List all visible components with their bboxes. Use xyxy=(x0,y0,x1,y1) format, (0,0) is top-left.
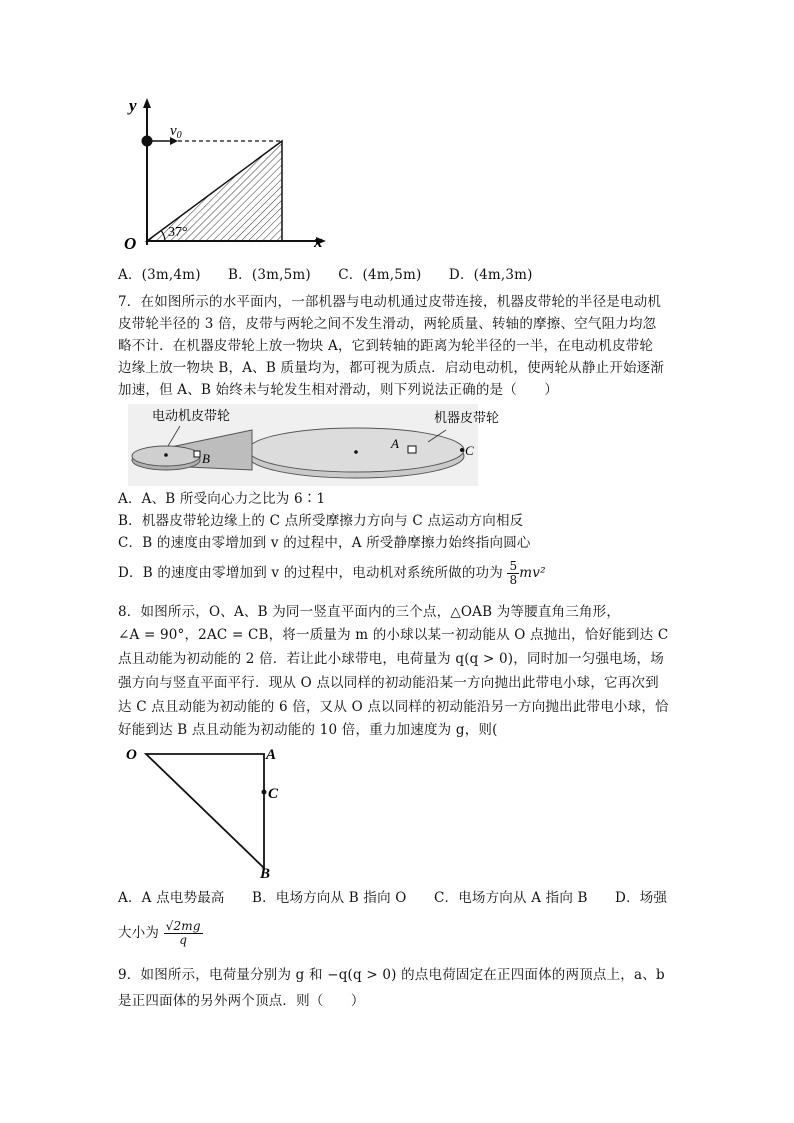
label-a: A xyxy=(266,747,277,763)
q7-option-d xyxy=(118,556,546,590)
q9-line-2: 是正四面体的另外两个顶点．则（ ） xyxy=(118,993,365,1009)
y-axis-label: y xyxy=(129,96,137,115)
fraction-denominator: 8 xyxy=(509,573,518,587)
q7-line-4: 边缘上放一物块 B，A、B 质量均为，都可视为质点．启动电动机，使两轮从静止开始逐渐 xyxy=(118,360,665,376)
q8-option-d-cont xyxy=(118,914,203,952)
q7-option-b: B．机器皮带轮边缘上的 C 点所受摩擦力方向与 C 点运动方向相反 xyxy=(118,513,524,529)
q8-line-4: 强方向与竖直平面平行．现从 O 点以同样的初动能沿某一方向抛出此带电小球，它再次到 xyxy=(118,675,659,691)
point-c-dot xyxy=(262,790,267,795)
machine-pulley-top xyxy=(248,428,464,472)
motor-pulley-label: 电动机皮带轮 xyxy=(152,408,231,423)
fraction-numerator: √2mg xyxy=(165,919,201,933)
q8-line-5: 达 C 点且动能为初动能的 6 倍，又从 O 点以同样的初动能沿另一方向抛出此带电小球，恰 xyxy=(118,699,669,715)
q8-line-3: 点且动能为初动能的 2 倍．若让此小球带电，电荷量为 q(q > 0)，同时加一匀强电场，场 xyxy=(118,651,664,667)
label-o: O xyxy=(126,747,137,763)
fraction xyxy=(164,920,203,947)
fraction-denominator: q xyxy=(179,933,188,947)
velocity-label: $v_0$ xyxy=(170,123,182,141)
angle-label: 37° xyxy=(168,225,188,240)
q7-line-3: 略不计．在机器皮带轮上放一物块 A，它到转轴的距离为轮半径的一半，在电动机皮带轮 xyxy=(118,338,654,354)
q7-option-d-text: D．B 的速度由零增加到 v 的过程中，电动机对系统所做的功为 xyxy=(118,565,503,581)
projectile-figure xyxy=(118,95,338,255)
q7-line-5: 加速，但 A、B 始终未与轮发生相对滑动，则下列说法正确的是（ ） xyxy=(118,382,559,398)
q6-options: A．(3m,4m) B．(3m,5m) C．(4m,5m) D．(4m,3m) xyxy=(118,267,533,283)
q9-line-1: 9．如图所示，电荷量分别为 g 和 −q(q > 0) 的点电荷固定在正四面体的两顶点上，a、b xyxy=(118,967,665,983)
origin-label: O xyxy=(124,234,137,253)
point-c-dot xyxy=(460,448,464,452)
q7-line-2: 皮带轮半径的 3 倍，皮带与两轮之间不发生滑动，两轮质量、转轴的摩擦、空气阻力均忽 xyxy=(118,316,657,332)
q7-option-a: A．A、B 所受向心力之比为 6∶1 xyxy=(118,491,326,507)
block-b xyxy=(194,451,200,457)
triangle-oab xyxy=(146,754,264,868)
label-b: B xyxy=(202,451,210,466)
q8-line-2: ∠A = 90°，2AC = CB，将一质量为 m 的小球以某一初动能从 O 点抛出，恰好能到达 C xyxy=(118,627,669,643)
q7-option-c: C．B 的速度由零增加到 v 的过程中，A 所受静摩擦力始终指向圆心 xyxy=(118,535,531,551)
triangle-figure xyxy=(120,744,290,882)
label-b: B xyxy=(260,866,271,882)
machine-axle xyxy=(354,450,358,454)
fraction-numerator: 5 xyxy=(509,559,518,573)
machine-pulley-label: 机器皮带轮 xyxy=(434,410,500,425)
motor-axle xyxy=(164,453,168,457)
q8-options: A．A 点电势最高 B．电场方向从 B 指向 O C．电场方向从 A 指向 B D．场强 xyxy=(118,890,668,906)
q7-option-d-expr: mv² xyxy=(519,565,546,581)
x-axis-label: x xyxy=(314,232,323,251)
fraction xyxy=(507,560,519,587)
y-axis-arrow xyxy=(143,98,151,108)
block-a xyxy=(408,446,416,453)
q8-option-d-text: 大小为 xyxy=(118,925,160,941)
q8-line-6: 好能到达 B 点且动能为初动能的 10 倍，重力加速度为 g，则( xyxy=(118,722,498,738)
q7-line-1: 7．在如图所示的水平面内，一部机器与电动机通过皮带连接，机器皮带轮的半径是电动机 xyxy=(118,294,662,310)
belt-pulley-figure xyxy=(128,404,500,486)
label-a: A xyxy=(391,436,399,451)
ball xyxy=(142,136,153,147)
label-c: C xyxy=(268,786,279,802)
label-c: C xyxy=(465,443,474,458)
q8-line-1: 8．如图所示，O、A、B 为同一竖直平面内的三个点，△OAB 为等腰直角三角形， xyxy=(118,604,621,620)
